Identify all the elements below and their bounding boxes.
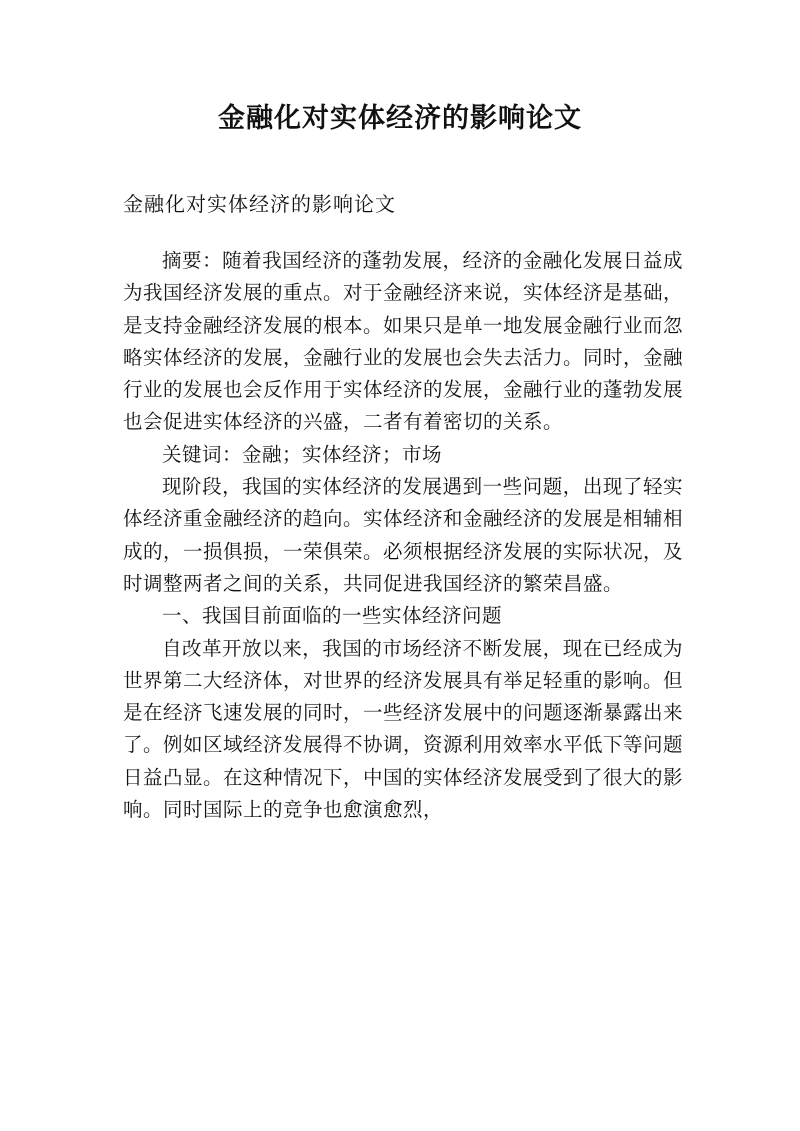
- document-title: 金融化对实体经济的影响论文: [218, 103, 582, 134]
- section-paragraph: 自改革开放以来，我国的市场经济不断发展，现在已经成为世界第二大经济体，对世界的经济发展具有举足轻重的影响。但是在经济飞速发展的同时，一些经济发展中的问题逐渐暴露出来了。例如区域经济发展得不协调，资源利用效率水平低下等问题日益凸显。在这种情况下，中国的实体经济发展受到了很大的影响。同时国际上的竞争也愈演愈烈，: [123, 636, 684, 822]
- document-body: [123, 245, 683, 826]
- keywords-paragraph: 关键词：金融；实体经济；市场: [162, 442, 443, 466]
- section-heading: 一、我国目前面临的一些实体经济问题: [162, 604, 503, 628]
- abstract-paragraph: 摘要：随着我国经济的蓬勃发展，经济的金融化发展日益成为我国经济发展的重点。对于金融经济来说，实体经济是基础，是支持金融经济发展的根本。如果只是单一地发展金融行业而忽略实体经济的发展，金融行业的发展也会失去活力。同时，金融行业的发展也会反作用于实体经济的发展，金融行业的蓬勃发展也会促进实体经济的兴盛，二者有着密切的关系。: [123, 249, 684, 434]
- intro-paragraph: 现阶段，我国的实体经济的发展遇到一些问题，出现了轻实体经济重金融经济的趋向。实体经济和金融经济的发展是相辅相成的，一损俱损，一荣俱荣。必须根据经济发展的实际状况，及时调整两者之间的关系，共同促进我国经济的繁荣昌盛。: [123, 475, 684, 595]
- document-subtitle: 金融化对实体经济的影响论文: [123, 192, 396, 216]
